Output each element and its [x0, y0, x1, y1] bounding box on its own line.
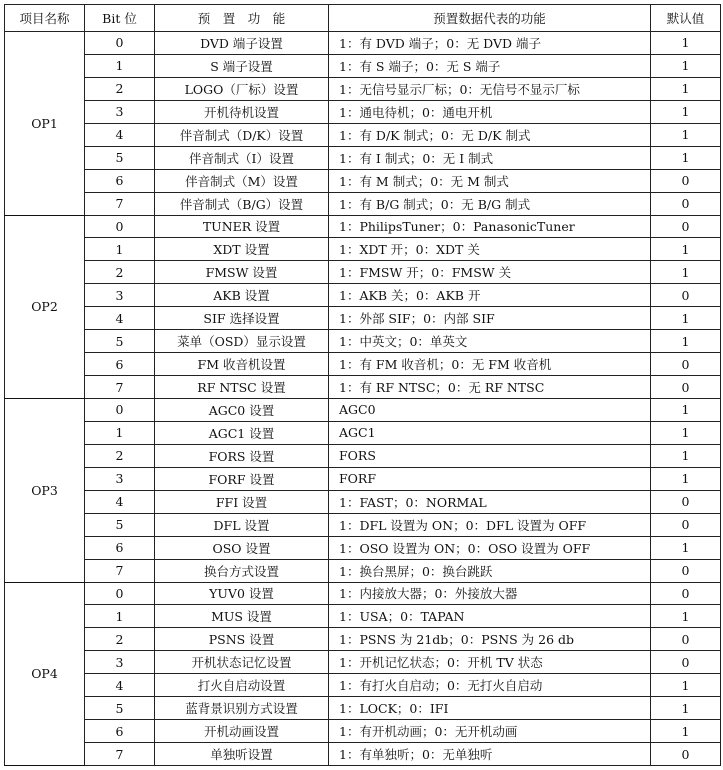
data-meaning-cell: 1：有单独听；0：无单独听: [329, 743, 651, 766]
table-row: [5, 77, 721, 100]
table-row: [5, 490, 721, 513]
table-row: [5, 674, 721, 697]
bit-cell: 7: [85, 192, 155, 215]
data-meaning-cell: 1：有打火自启动；0：无打火自启动: [329, 674, 651, 697]
bit-cell: 6: [85, 169, 155, 192]
table-row: [5, 605, 721, 628]
default-cell: 1: [651, 307, 721, 330]
table-row: [5, 651, 721, 674]
bit-cell: 6: [85, 353, 155, 376]
data-meaning-cell: 1：有 B/G 制式；0：无 B/G 制式: [329, 192, 651, 215]
bit-cell: 5: [85, 330, 155, 353]
bit-cell: 4: [85, 307, 155, 330]
function-cell: 伴音制式（B/G）设置: [155, 192, 329, 215]
default-cell: 1: [651, 421, 721, 444]
data-meaning-cell: FORS: [329, 444, 651, 467]
table-body: [5, 32, 721, 766]
function-cell: S 端子设置: [155, 54, 329, 77]
data-meaning-cell: 1：有 M 制式；0：无 M 制式: [329, 169, 651, 192]
function-cell: AGC1 设置: [155, 421, 329, 444]
table-row: [5, 720, 721, 743]
function-cell: PSNS 设置: [155, 628, 329, 651]
data-meaning-cell: 1：DFL 设置为 ON；0：DFL 设置为 OFF: [329, 513, 651, 536]
data-meaning-cell: 1：有开机动画；0：无开机动画: [329, 720, 651, 743]
data-meaning-cell: 1：PhilipsTuner；0：PanasonicTuner: [329, 215, 651, 238]
function-cell: 单独听设置: [155, 743, 329, 766]
function-cell: RF NTSC 设置: [155, 376, 329, 399]
bit-cell: 7: [85, 376, 155, 399]
data-meaning-cell: 1：中英文；0：单英文: [329, 330, 651, 353]
table-row: [5, 123, 721, 146]
default-cell: 1: [651, 536, 721, 559]
bit-cell: 7: [85, 743, 155, 766]
bit-cell: 3: [85, 284, 155, 307]
function-cell: FORS 设置: [155, 444, 329, 467]
function-cell: FMSW 设置: [155, 261, 329, 284]
bit-cell: 2: [85, 444, 155, 467]
group-name: OP2: [5, 215, 85, 399]
table-row: [5, 32, 721, 55]
function-cell: OSO 设置: [155, 536, 329, 559]
default-cell: 1: [651, 605, 721, 628]
data-meaning-cell: 1：FAST；0：NORMAL: [329, 490, 651, 513]
bit-cell: 1: [85, 421, 155, 444]
data-meaning-cell: 1：有 I 制式；0：无 I 制式: [329, 146, 651, 169]
default-cell: 1: [651, 467, 721, 490]
bit-cell: 5: [85, 697, 155, 720]
bit-cell: 3: [85, 651, 155, 674]
data-meaning-cell: 1：OSO 设置为 ON；0：OSO 设置为 OFF: [329, 536, 651, 559]
function-cell: 开机待机设置: [155, 100, 329, 123]
bit-cell: 2: [85, 77, 155, 100]
table-row: [5, 284, 721, 307]
function-cell: 菜单（OSD）显示设置: [155, 330, 329, 353]
function-cell: FORF 设置: [155, 467, 329, 490]
default-cell: 0: [651, 559, 721, 582]
default-cell: 1: [651, 330, 721, 353]
default-cell: 1: [651, 674, 721, 697]
function-cell: MUS 设置: [155, 605, 329, 628]
bit-cell: 7: [85, 559, 155, 582]
data-meaning-cell: 1：无信号显示厂标；0：无信号不显示厂标: [329, 77, 651, 100]
table-row: [5, 582, 721, 605]
table-row: [5, 467, 721, 490]
header-item-name: 项目名称: [5, 5, 85, 32]
default-cell: 0: [651, 353, 721, 376]
data-meaning-cell: 1：LOCK；0：IFI: [329, 697, 651, 720]
table-row: [5, 169, 721, 192]
function-cell: 伴音制式（M）设置: [155, 169, 329, 192]
group-name: OP1: [5, 32, 85, 216]
data-meaning-cell: 1：内接放大器；0：外接放大器: [329, 582, 651, 605]
default-cell: 0: [651, 169, 721, 192]
bit-cell: 1: [85, 605, 155, 628]
bit-cell: 0: [85, 215, 155, 238]
default-cell: 1: [651, 100, 721, 123]
bit-cell: 4: [85, 674, 155, 697]
bit-cell: 1: [85, 238, 155, 261]
default-cell: 1: [651, 123, 721, 146]
function-cell: AKB 设置: [155, 284, 329, 307]
bit-cell: 2: [85, 261, 155, 284]
header-bit: Bit 位: [85, 5, 155, 32]
default-cell: 1: [651, 77, 721, 100]
data-meaning-cell: 1：XDT 开；0：XDT 关: [329, 238, 651, 261]
bit-cell: 3: [85, 467, 155, 490]
default-cell: 1: [651, 261, 721, 284]
default-cell: 1: [651, 54, 721, 77]
default-cell: 1: [651, 146, 721, 169]
data-meaning-cell: 1：换台黑屏；0：换台跳跃: [329, 559, 651, 582]
data-meaning-cell: 1：外部 SIF；0：内部 SIF: [329, 307, 651, 330]
bit-cell: 3: [85, 100, 155, 123]
default-cell: 1: [651, 238, 721, 261]
default-cell: 1: [651, 697, 721, 720]
default-cell: 0: [651, 513, 721, 536]
table-row: [5, 238, 721, 261]
header-row: [5, 5, 721, 32]
bit-cell: 4: [85, 490, 155, 513]
table-row: [5, 192, 721, 215]
default-cell: 0: [651, 376, 721, 399]
table-row: [5, 444, 721, 467]
default-cell: 0: [651, 192, 721, 215]
table-row: [5, 146, 721, 169]
function-cell: 伴音制式（I）设置: [155, 146, 329, 169]
bit-cell: 5: [85, 513, 155, 536]
default-cell: 0: [651, 215, 721, 238]
function-cell: 打火自启动设置: [155, 674, 329, 697]
table-row: [5, 399, 721, 422]
function-cell: XDT 设置: [155, 238, 329, 261]
data-meaning-cell: 1：开机记忆状态；0：开机 TV 状态: [329, 651, 651, 674]
table-row: [5, 513, 721, 536]
function-cell: SIF 选择设置: [155, 307, 329, 330]
function-cell: FFI 设置: [155, 490, 329, 513]
table-row: [5, 628, 721, 651]
header-data-meaning: 预置数据代表的功能: [329, 5, 651, 32]
table-row: [5, 421, 721, 444]
data-meaning-cell: 1：有 FM 收音机；0：无 FM 收音机: [329, 353, 651, 376]
table-row: [5, 261, 721, 284]
bit-cell: 6: [85, 720, 155, 743]
group-name: OP3: [5, 399, 85, 583]
function-cell: 开机动画设置: [155, 720, 329, 743]
table-row: [5, 376, 721, 399]
function-cell: 蓝背景识别方式设置: [155, 697, 329, 720]
table-row: [5, 330, 721, 353]
bit-cell: 4: [85, 123, 155, 146]
data-meaning-cell: AGC1: [329, 421, 651, 444]
data-meaning-cell: 1：有 DVD 端子；0：无 DVD 端子: [329, 32, 651, 55]
data-meaning-cell: 1：有 D/K 制式；0：无 D/K 制式: [329, 123, 651, 146]
group-name: OP4: [5, 582, 85, 766]
default-cell: 1: [651, 399, 721, 422]
default-cell: 1: [651, 32, 721, 55]
function-cell: LOGO（厂标）设置: [155, 77, 329, 100]
table-row: [5, 353, 721, 376]
bit-cell: 0: [85, 399, 155, 422]
default-cell: 0: [651, 490, 721, 513]
data-meaning-cell: 1：FMSW 开；0：FMSW 关: [329, 261, 651, 284]
table-row: [5, 743, 721, 766]
default-cell: 1: [651, 444, 721, 467]
function-cell: FM 收音机设置: [155, 353, 329, 376]
default-cell: 0: [651, 628, 721, 651]
table-row: [5, 536, 721, 559]
table-row: [5, 697, 721, 720]
function-cell: AGC0 设置: [155, 399, 329, 422]
option-table: [4, 4, 721, 766]
data-meaning-cell: 1：有 S 端子；0：无 S 端子: [329, 54, 651, 77]
function-cell: DFL 设置: [155, 513, 329, 536]
header-default: 默认值: [651, 5, 721, 32]
default-cell: 0: [651, 651, 721, 674]
function-cell: YUV0 设置: [155, 582, 329, 605]
function-cell: 伴音制式（D/K）设置: [155, 123, 329, 146]
bit-cell: 0: [85, 582, 155, 605]
bit-cell: 2: [85, 628, 155, 651]
header-function: 预 置 功 能: [155, 5, 329, 32]
data-meaning-cell: AGC0: [329, 399, 651, 422]
bit-cell: 1: [85, 54, 155, 77]
function-cell: 开机状态记忆设置: [155, 651, 329, 674]
data-meaning-cell: 1：USA；0：TAPAN: [329, 605, 651, 628]
table-row: [5, 100, 721, 123]
bit-cell: 5: [85, 146, 155, 169]
data-meaning-cell: 1：AKB 关；0：AKB 开: [329, 284, 651, 307]
data-meaning-cell: 1：有 RF NTSC；0：无 RF NTSC: [329, 376, 651, 399]
default-cell: 0: [651, 743, 721, 766]
default-cell: 0: [651, 284, 721, 307]
bit-cell: 6: [85, 536, 155, 559]
data-meaning-cell: 1：PSNS 为 21db；0：PSNS 为 26 db: [329, 628, 651, 651]
bit-cell: 0: [85, 32, 155, 55]
function-cell: 换台方式设置: [155, 559, 329, 582]
function-cell: TUNER 设置: [155, 215, 329, 238]
default-cell: 1: [651, 720, 721, 743]
table-row: [5, 307, 721, 330]
table-row: [5, 215, 721, 238]
function-cell: DVD 端子设置: [155, 32, 329, 55]
table-row: [5, 54, 721, 77]
data-meaning-cell: 1：通电待机；0：通电开机: [329, 100, 651, 123]
table-row: [5, 559, 721, 582]
default-cell: 0: [651, 582, 721, 605]
data-meaning-cell: FORF: [329, 467, 651, 490]
